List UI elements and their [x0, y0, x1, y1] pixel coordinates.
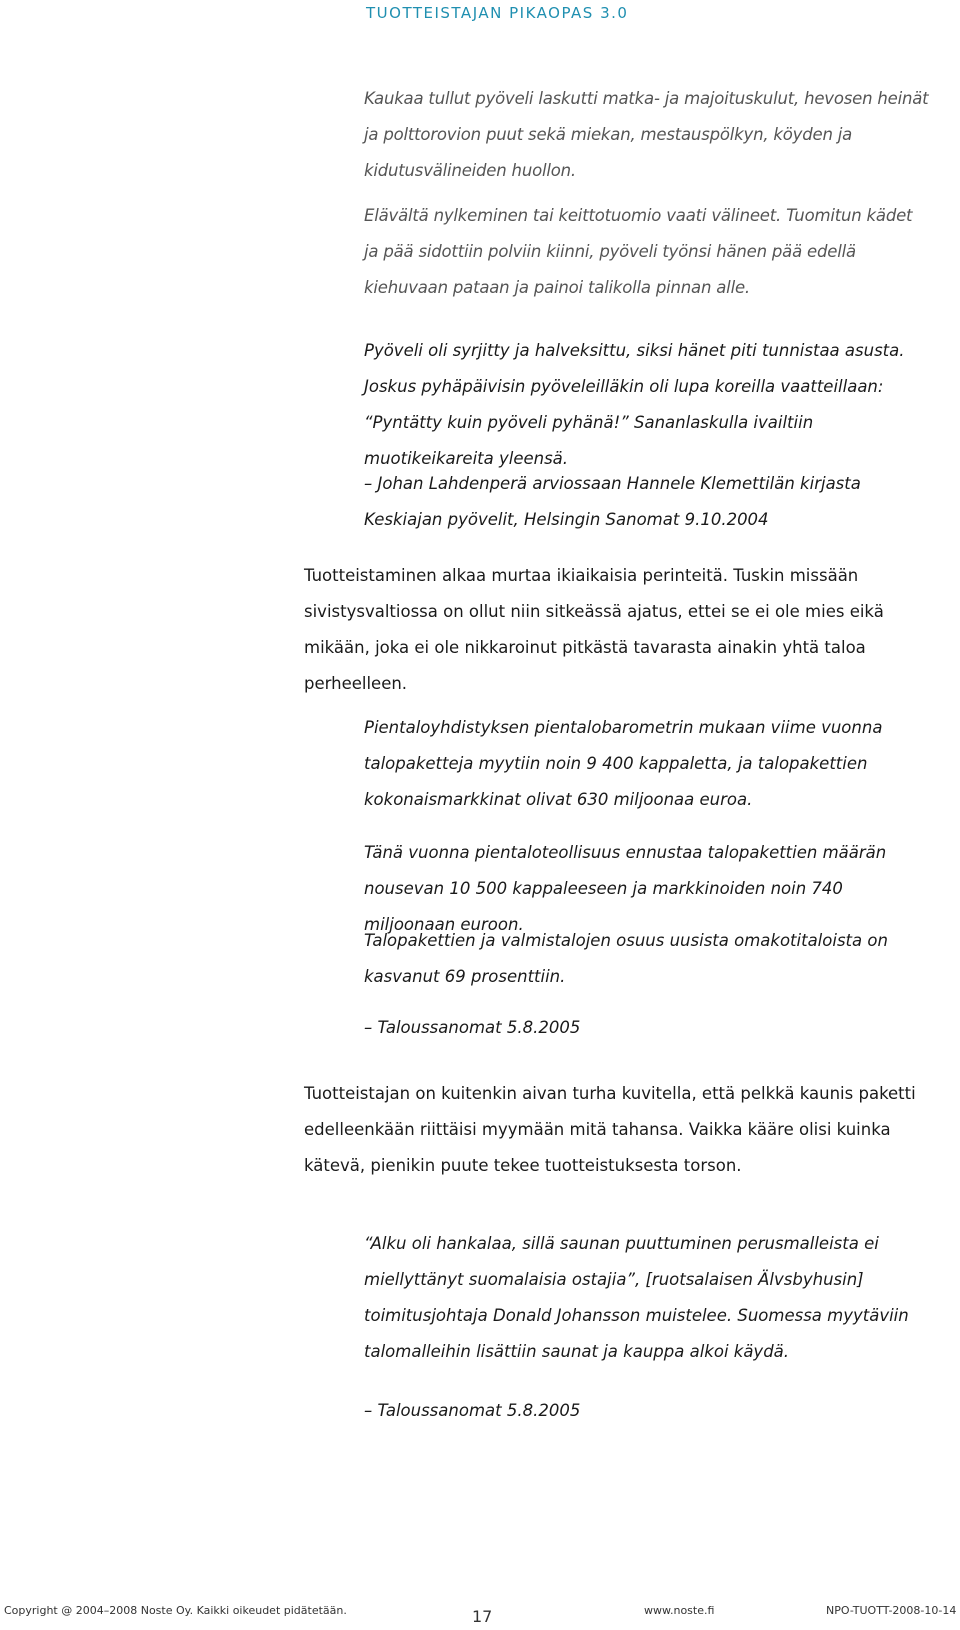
quote-source: – Johan Lahdenperä arviossaan Hannele Klemettilän kirjasta Keskiajan pyövelit, Helsingin Sanomat 9.10.2004 — [364, 474, 861, 529]
quote-source: – Taloussanomat 5.8.2005 — [364, 1018, 581, 1037]
quote-paragraph: Tänä vuonna pientaloteollisuus ennustaa talopakettien määrän nousevan 10 500 kappaleeseen ja markkinoiden noin 740 miljoonaan euroon. — [364, 843, 887, 934]
body-paragraph: Tuotteistajan on kuitenkin aivan turha kuvitella, että pelkkä kaunis paketti edelleenkään riittäisi myymään mitä tahansa. Vaikka kääre olisi kuinka kätevä, pienikin puute tekee tuotteistuksesta torson. — [304, 1084, 916, 1175]
body-paragraph: Tuotteistaminen alkaa murtaa ikiaikaisia perinteitä. Tuskin missään sivistysvaltiossa on ollut niin sitkeässä ajatus, ettei se ei ole mies eikä mikään, joka ei ole nikkaroinut pitkästä tavarasta ainakin yhtä taloa perheelleen. — [304, 566, 884, 693]
quote-paragraph: Kaukaa tullut pyöveli laskutti matka- ja majoituskulut, hevosen heinät ja polttorovion puut sekä miekan, mestauspölkyn, köyden ja kidutusvälineiden huollon. — [364, 89, 929, 180]
quote-paragraph: Talopakettien ja valmistalojen osuus uusista omakotitaloista on kasvanut 69 prosenttiin. — [364, 931, 888, 986]
footer-website[interactable]: www.noste.fi — [644, 1604, 715, 1617]
page-header-title: TUOTTEISTAJAN PIKAOPAS 3.0 — [366, 4, 629, 22]
quote-paragraph: Pyöveli oli syrjitty ja halveksittu, siksi hänet piti tunnistaa asusta. Joskus pyhäpäivisin pyöveleilläkin oli lupa koreilla vaatteillaan: “Pyntätty kuin pyöveli pyhänä!” Sananlaskulla ivailtiin muotikeikareita yleensä. — [364, 341, 905, 468]
quote-paragraph: “Alku oli hankalaa, sillä saunan puuttuminen perusmalleista ei miellyttänyt suomalaisia ostajia”, [ruotsalaisen Älvsbyhusin] toimitusjohtaja Donald Johansson muistelee. Suomessa myytäviin talomalleihin lisättiin saunat ja kauppa alkoi käydä. — [364, 1234, 909, 1361]
page-number: 17 — [472, 1607, 493, 1626]
footer-copyright: Copyright @ 2004–2008 Noste Oy. Kaikki oikeudet pidätetään. — [4, 1604, 347, 1617]
quote-paragraph: Elävältä nylkeminen tai keittotuomio vaati välineet. Tuomitun kädet ja pää sidottiin polviin kiinni, pyöveli työnsi hänen pää edellä kiehuvaan pataan ja painoi talikolla pinnan alle. — [364, 206, 913, 297]
footer-document-code: NPO-TUOTT-2008-10-14 — [826, 1604, 957, 1617]
quote-source: – Taloussanomat 5.8.2005 — [364, 1401, 581, 1420]
quote-paragraph: Pientaloyhdistyksen pientalobarometrin mukaan viime vuonna talopaketteja myytiin noin 9 400 kappaletta, ja talopakettien kokonaismarkkinat olivat 630 miljoonaa euroa. — [364, 718, 883, 809]
